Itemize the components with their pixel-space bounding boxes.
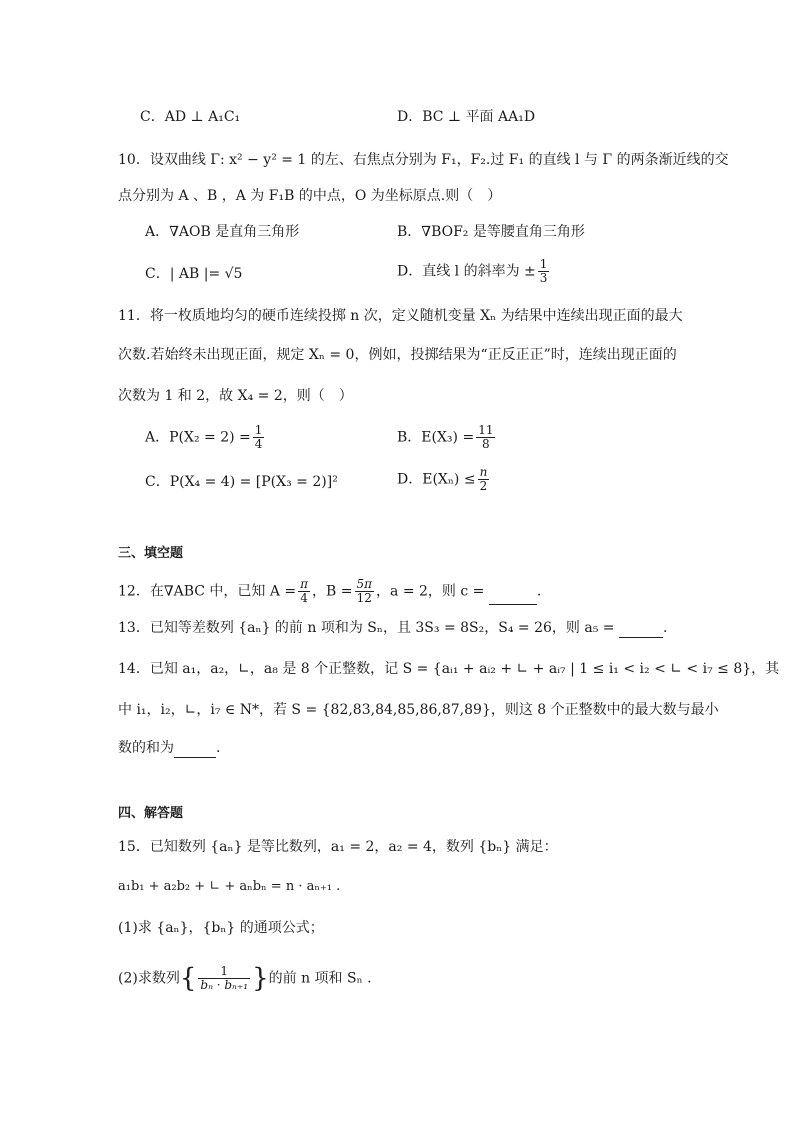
q11-option-d-num: n <box>479 465 488 479</box>
q11-option-b-text: B．E(X₃) = <box>397 429 475 446</box>
q12-text-suffix: ，a = 2，则 c = <box>376 583 485 600</box>
q11-option-b-fraction <box>476 424 495 451</box>
q11-option-a <box>145 424 266 451</box>
q11-option-a-den: 4 <box>254 437 263 451</box>
q15-part1: (1)求 {aₙ}，{bₙ} 的通项公式； <box>118 920 324 936</box>
q14-line2: 中 i₁，i₂，∟，i₇ ∈ N*，若 S = {82,83,84,85,86,87,89}，则这 8 个正整数中的最大数与最小 <box>118 702 719 718</box>
q12-angle-b-fraction <box>355 578 375 605</box>
q15-line2: a₁b₁ + a₂b₂ + ∟ + aₙbₙ = n · aₙ₊₁ . <box>118 879 341 894</box>
q10-option-d-fraction <box>538 258 550 285</box>
q9-option-d: D．BC ⊥ 平面 AA₁D <box>397 109 536 125</box>
q11-option-a-num: 1 <box>254 423 263 437</box>
q13-end: . <box>662 620 668 636</box>
q15-part2-fraction <box>198 965 250 992</box>
q15-part2-prefix: (2)求数列 <box>118 970 180 987</box>
q11-option-a-text: A．P(X₂ = 2) = <box>145 429 251 446</box>
q11-stem-line3: 次数为 1 和 2，故 X₄ = 2，则（ ） <box>118 388 353 404</box>
q14-line3-text: 数的和为 <box>118 740 174 756</box>
q12-angle-a-den: 4 <box>298 591 310 605</box>
q11-option-b-den: 8 <box>476 437 495 451</box>
q12-angle-a-fraction <box>298 578 310 605</box>
q10-option-d-den: 3 <box>539 271 548 285</box>
q14-line1: 14．已知 a₁，a₂，∟，a₈ 是 8 个正整数，记 S = {aᵢ₁ + aᵢ₂ + ∟ + aᵢ₇ | 1 ≤ i₁ < i₂ < ∟ < i₇ ≤ 8}，其 <box>118 661 780 677</box>
q12-angle-b-den: 12 <box>355 591 375 605</box>
q13 <box>118 618 667 638</box>
q11-option-d-text: D．E(Xₙ) ≤ <box>397 471 476 488</box>
q15-part2-suffix: 的前 n 项和 Sₙ . <box>268 970 372 987</box>
q15-left-brace: { <box>179 963 197 994</box>
q12 <box>118 578 541 605</box>
q12-angle-b-num: 5π <box>356 577 373 591</box>
q10-option-d <box>397 258 551 285</box>
q10-stem-line1: 10．设双曲线 Γ: x² − y² = 1 的左、右焦点分别为 F₁，F₂.过 F₁ 的直线 l 与 Γ 的两条渐近线的交 <box>118 152 729 168</box>
q15-part2-num: 1 <box>220 964 229 978</box>
q10-option-a: A．∇AOB 是直角三角形 <box>145 224 300 240</box>
q12-text-mid: ，B = <box>312 583 353 600</box>
q15-line1: 15．已知数列 {aₙ} 是等比数列，a₁ = 2，a₂ = 4，数列 {bₙ} 满足： <box>118 839 558 855</box>
section-3-title: 三、填空题 <box>118 546 184 561</box>
q14-line3 <box>118 738 220 758</box>
q12-angle-a-num: π <box>300 577 309 591</box>
q11-option-a-fraction <box>253 424 265 451</box>
q10-option-d-num: 1 <box>539 257 548 271</box>
q14-answer-blank <box>174 741 216 758</box>
section-4-title: 四、解答题 <box>118 806 184 821</box>
q14-end: . <box>216 740 221 756</box>
q13-answer-blank <box>619 621 663 638</box>
q12-end: . <box>536 583 542 600</box>
q11-stem-line2: 次数.若始终未出现正面，规定 Xₙ = 0，例如，投掷结果为“正反正正”时，连续出现正面的 <box>118 347 677 363</box>
q11-option-b-num: 11 <box>478 423 494 437</box>
q11-option-d-fraction <box>478 466 490 493</box>
q11-stem-line1: 11．将一枚质地均匀的硬币连续投掷 n 次，定义随机变量 Xₙ 为结果中连续出现正面的最大 <box>118 308 683 324</box>
q11-option-d-den: 2 <box>478 479 490 493</box>
q11-option-d <box>397 466 491 493</box>
q11-option-b <box>397 424 497 451</box>
q12-answer-blank <box>489 588 537 605</box>
q10-option-b: B．∇BOF₂ 是等腰直角三角形 <box>397 224 585 240</box>
q11-option-c: C．P(X₄ = 4) = [P(X₃ = 2)]² <box>145 474 338 490</box>
q13-text: 13．已知等差数列 {aₙ} 的前 n 项和为 Sₙ，且 3S₃ = 8S₂，S₄ = 26，则 a₅ = <box>118 620 615 636</box>
q15-right-brace: } <box>252 963 269 994</box>
q10-option-d-text: D．直线 l 的斜率为 ± <box>397 263 536 280</box>
q10-stem-line2: 点分别为 A 、B ，A 为 F₁B 的中点，O 为坐标原点.则（ ） <box>118 188 502 204</box>
q12-text-prefix: 12．在∇ABC 中，已知 A = <box>118 583 297 600</box>
q15-part2-den: bₙ · bₙ₊₁ <box>200 978 249 992</box>
q15-part2 <box>118 965 372 992</box>
q9-option-c: C．AD ⊥ A₁C₁ <box>140 109 241 125</box>
q10-option-c: C．| AB |= √5 <box>145 266 243 282</box>
